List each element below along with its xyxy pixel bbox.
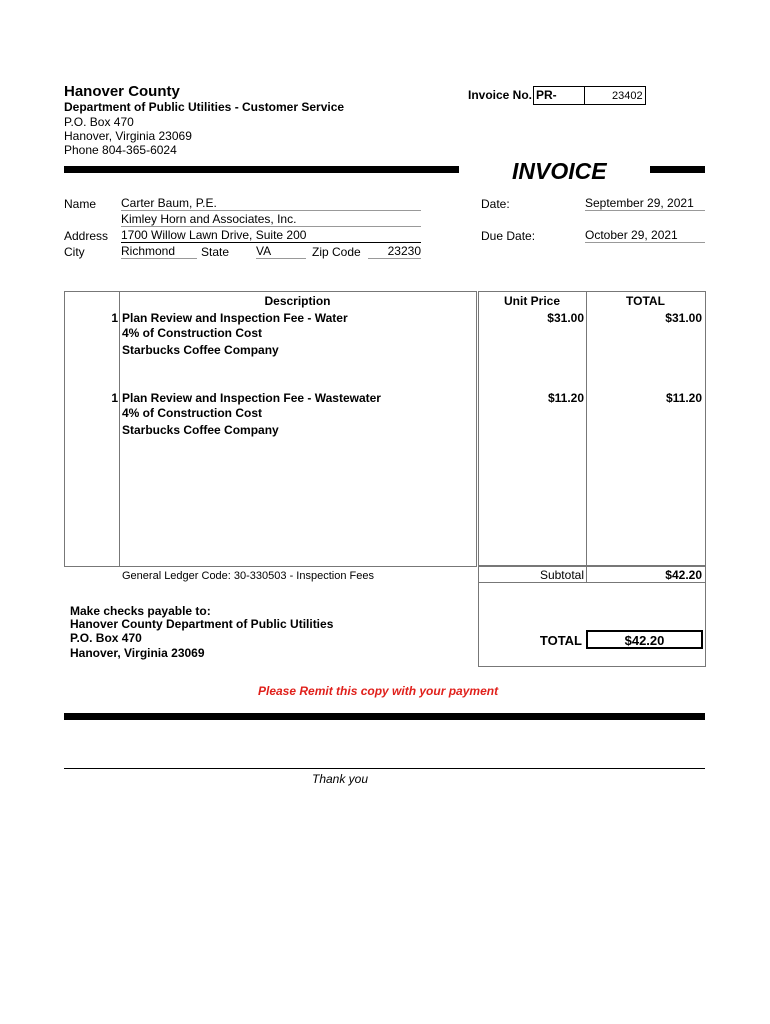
price-column-divider [586,291,587,566]
customer-name: Carter Baum, P.E. [121,196,421,211]
payable-to-label: Make checks payable to: [70,604,211,618]
invoice-date: September 29, 2021 [585,196,705,211]
unit-price-header: Unit Price [503,294,560,308]
item-detail: 4% of Construction Cost [122,326,262,340]
org-address-line1: P.O. Box 470 [64,115,134,129]
department-name: Department of Public Utilities - Customer Service [64,100,345,114]
customer-state: VA [256,244,306,259]
gl-code: General Ledger Code: 30-330503 - Inspection Fees [122,570,374,582]
invoice-title: INVOICE [512,158,607,184]
qty-column-divider [119,291,120,566]
item-qty: 1 [111,311,118,325]
item-customer: Starbucks Coffee Company [122,423,279,437]
item-total: $31.00 [665,311,702,325]
header-rule-right [650,166,705,173]
due-date: October 29, 2021 [585,228,705,243]
description-header: Description [264,294,331,308]
item-description: Plan Review and Inspection Fee - Wastewater [122,391,381,405]
subtotal-divider [478,582,706,583]
state-label: State [201,245,230,259]
item-unit-price: $31.00 [547,311,584,325]
item-qty: 1 [111,391,118,405]
name-label: Name [64,197,97,211]
footer-rule-thin [64,768,705,769]
invoice-no-label: Invoice No. [468,88,533,102]
total-header: TOTAL [626,294,665,308]
total-label: TOTAL [539,633,582,648]
invoice-prefix: PR- [536,88,557,102]
item-customer: Starbucks Coffee Company [122,343,279,357]
item-unit-price: $11.20 [547,391,584,405]
thank-you: Thank you [312,772,369,786]
address-label: Address [64,229,109,243]
subtotal-label: Subtotal [539,568,584,582]
due-date-label: Due Date: [481,229,536,243]
item-total: $11.20 [665,391,702,405]
subtotal-value: $42.20 [665,568,702,582]
zip-label: Zip Code [312,245,361,259]
org-name: Hanover County [64,83,180,100]
payable-to-address2: Hanover, Virginia 23069 [70,646,205,660]
invoice-no-box [533,86,646,105]
header-rule-left [64,166,459,173]
invoice-no-divider [584,87,585,104]
customer-zip: 23230 [368,244,421,259]
customer-city: Richmond [121,244,197,259]
invoice-number: 23402 [612,90,643,102]
grand-total-value: $42.20 [624,633,665,648]
org-phone: Phone 804-365-6024 [64,143,177,157]
item-detail: 4% of Construction Cost [122,406,262,420]
payable-to-name: Hanover County Department of Public Utilities [70,617,334,631]
item-description: Plan Review and Inspection Fee - Water [122,311,348,325]
customer-address: 1700 Willow Lawn Drive, Suite 200 [121,228,421,243]
org-address-line2: Hanover, Virginia 23069 [64,129,192,143]
footer-rule-thick [64,713,705,720]
date-label: Date: [481,197,510,211]
remit-notice: Please Remit this copy with your payment [258,684,499,698]
city-label: City [64,245,85,259]
price-box [478,291,706,567]
payable-to-address1: P.O. Box 470 [70,631,142,645]
grand-total-box [586,630,703,649]
customer-company: Kimley Horn and Associates, Inc. [121,212,421,227]
